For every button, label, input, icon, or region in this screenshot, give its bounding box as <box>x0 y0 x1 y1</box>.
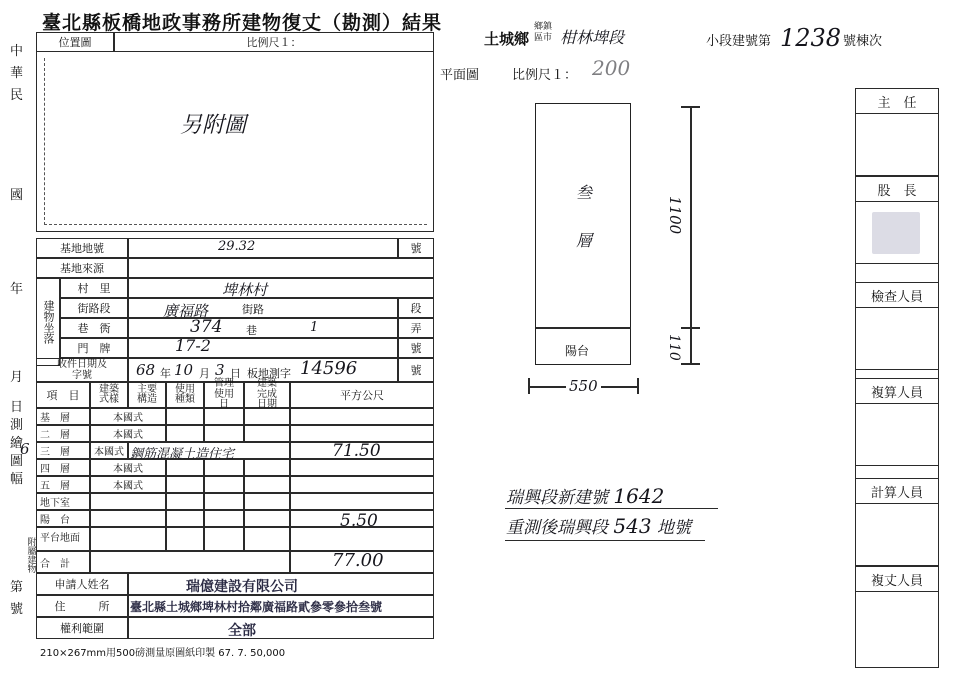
margin-label: 華 <box>10 66 24 81</box>
header-usage-text: 使用種類 <box>175 383 195 405</box>
lane-value: 374 <box>190 317 223 337</box>
page-title: 臺北縣板橋地政事務所建物復丈（勘測）結果 <box>42 12 443 34</box>
house-number-suffix: 號 <box>398 338 434 358</box>
header-structure-text: 主要構造 <box>137 383 157 405</box>
street-mid-label: 街路 <box>242 303 264 316</box>
land-number-value: 29.32 <box>218 239 256 254</box>
floor-row-mgmt <box>204 425 244 442</box>
floor-row-mgmt <box>204 408 244 425</box>
floor-row-style <box>90 551 290 573</box>
margin-label: 幅 <box>10 472 24 487</box>
plan-balcony-label: 陽台 <box>565 344 590 358</box>
floor-row-label: 五 層 <box>36 476 90 493</box>
floor-row-completion <box>244 510 290 527</box>
location-map-drawing-area <box>44 58 427 225</box>
plan-dimension-tick-left <box>528 378 530 394</box>
receipt-label-text: 收件日期及字號 <box>57 359 107 381</box>
rights-scope-value-cell <box>128 617 434 639</box>
plan-dimension-tick-bottom <box>681 363 700 365</box>
township-sub-line1: 鄉鎮 <box>534 22 553 32</box>
receipt-year-unit: 年 <box>160 367 171 380</box>
floor-row-style: 本國式 <box>90 442 128 459</box>
floor-row-area <box>290 527 434 551</box>
applicant-name-label: 申請人姓名 <box>36 573 128 595</box>
lane-alley-value: 1 <box>310 320 319 335</box>
floor-table-header-usage <box>166 382 204 408</box>
plan-scale-label: 比例尺１： <box>512 68 578 83</box>
floor-row-completion <box>244 408 290 425</box>
signature-field-計算人員[interactable] <box>855 504 939 566</box>
lane-value-cell <box>128 318 398 338</box>
margin-label: 圖 <box>10 454 24 469</box>
land-number-value-cell <box>128 238 398 258</box>
margin-label: 年 <box>10 282 24 297</box>
receipt-year: 68 <box>136 361 156 379</box>
floor-row-mgmt <box>204 493 244 510</box>
signature-label-檢查人員: 檢查人員 <box>855 282 939 308</box>
signature-field-主任[interactable] <box>855 114 939 176</box>
receipt-doc-number: 14596 <box>300 358 358 379</box>
receipt-day-unit: 日 <box>230 367 241 380</box>
street-value: 廣福路 <box>163 302 209 320</box>
township-sub-label <box>534 22 552 45</box>
note-underline-1 <box>505 508 718 509</box>
village-value: 埤林村 <box>222 281 268 299</box>
header-completion-text: 建築完成日期 <box>257 378 277 411</box>
header-mgmt-text: 管理使用日 <box>214 378 234 411</box>
receipt-month-unit: 月 <box>199 367 210 380</box>
land-source-label: 基地來源 <box>36 258 128 278</box>
building-location-label: 建物坐落 <box>36 278 60 366</box>
note-underline-2 <box>505 540 705 541</box>
margin-label: 繪 <box>10 436 24 451</box>
floor-row-style: 本國式 <box>90 459 166 476</box>
applicant-name-value: 瑞億建設有限公司 <box>186 579 298 595</box>
floor-row-completion <box>244 527 290 551</box>
location-map-header-left: 位置圖 <box>36 32 114 52</box>
house-number-value: 17-2 <box>175 336 211 355</box>
footer-note: 210×267mm用500磅測量原圖紙印製 67. 7. 50,000 <box>40 648 286 659</box>
land-number-unit: 號 <box>398 238 434 258</box>
floor-row-label: 二 層 <box>36 425 90 442</box>
receipt-month: 10 <box>174 361 194 379</box>
plan-label: 平面圖 <box>440 68 480 83</box>
note-line1-value: 1642 <box>613 484 665 508</box>
signature-stamp-股長 <box>872 212 920 254</box>
floor-row-style <box>90 493 166 510</box>
land-number-label: 基地地號 <box>36 238 128 258</box>
lane-mid-label: 巷 <box>246 324 257 337</box>
plan-room-label-2: 層 <box>576 231 593 250</box>
house-number-label: 門 牌 <box>60 338 128 358</box>
lane-label: 巷 衖 <box>60 318 128 338</box>
street-suffix: 段 <box>398 298 434 318</box>
margin-label: 第 <box>10 580 24 595</box>
signature-label-複丈人員: 複丈人員 <box>855 566 939 592</box>
village-label: 村 里 <box>60 278 128 298</box>
applicant-address-value: 臺北縣土城鄉埤林村拾鄰廣福路貳參零參拾叁號 <box>130 600 383 614</box>
plan-dimension-right-bottom-value: 110 <box>666 334 682 361</box>
plan-room-label-1: 叁 <box>576 183 593 202</box>
floor-total-area-value: 77.00 <box>332 550 384 571</box>
signature-field-複算人員[interactable] <box>855 404 939 466</box>
location-map-header-right: 比例尺１： <box>114 32 434 52</box>
floor-row-structure-value: 鋼筋混凝土造住宅 <box>130 447 235 462</box>
margin-label: 號 <box>10 602 24 617</box>
margin-label: 民 <box>10 88 24 103</box>
signature-label-複算人員: 複算人員 <box>855 378 939 404</box>
floor-row-area <box>290 459 434 476</box>
plan-dimension-tick-mid <box>681 327 700 329</box>
township-sub-line2: 區市 <box>534 33 553 44</box>
signature-label-股長: 股 長 <box>855 176 939 202</box>
floor-row-usage <box>166 493 204 510</box>
floor-row-area <box>290 408 434 425</box>
floor-row-mgmt <box>204 510 244 527</box>
street-label: 街路段 <box>60 298 128 318</box>
signature-label-計算人員: 計算人員 <box>855 478 939 504</box>
section-value: 柑林埤段 <box>560 28 625 47</box>
floor-row-label: 地下室 <box>36 493 90 510</box>
floor-row-mgmt <box>204 476 244 493</box>
floor-row-completion <box>244 493 290 510</box>
floor-row-label: 三 層 <box>36 442 90 459</box>
signature-label-主任: 主 任 <box>855 88 939 114</box>
margin-label: 國 <box>10 188 24 203</box>
floor-row-usage <box>166 510 204 527</box>
plan-dimension-tick-top <box>681 106 700 108</box>
signature-field-檢查人員[interactable] <box>855 308 939 370</box>
header-style-text: 建築式樣 <box>99 383 119 405</box>
margin-handwriting: 6 <box>20 440 30 458</box>
floor-row-area-value: 5.50 <box>340 511 378 531</box>
floor-row-style <box>90 510 166 527</box>
floor-row-style <box>90 527 166 551</box>
floor-row-label: 基 層 <box>36 408 90 425</box>
plan-balcony-divider <box>536 327 631 329</box>
floor-row-completion <box>244 459 290 476</box>
floor-row-completion <box>244 425 290 442</box>
floor-row-style: 本國式 <box>90 476 166 493</box>
rights-scope-value: 全部 <box>228 623 256 639</box>
floor-row-area-value: 71.50 <box>332 441 381 461</box>
plan-dimension-line-right <box>690 106 692 364</box>
floor-row-usage <box>166 476 204 493</box>
note-new-building-number <box>506 483 664 508</box>
building-number-value: 1238 <box>780 24 842 52</box>
floor-row-label: 四 層 <box>36 459 90 476</box>
township-label: 土城鄉 <box>484 30 530 48</box>
note-line2-suffix: 地號 <box>657 518 691 538</box>
附屬建物-label: 附屬建物 <box>25 537 36 573</box>
floor-row-usage <box>166 459 204 476</box>
land-source-value-cell <box>128 258 434 278</box>
receipt-label <box>36 358 128 382</box>
floor-row-label: 陽 台 <box>36 510 90 527</box>
plan-scale-value: 200 <box>592 56 631 80</box>
floor-row-label: 平台地面 <box>36 527 90 551</box>
margin-label: 測 <box>10 418 24 433</box>
receipt-day: 3 <box>215 361 225 379</box>
floor-row-style: 本國式 <box>90 408 166 425</box>
floor-row-usage <box>166 425 204 442</box>
lane-suffix: 弄 <box>398 318 434 338</box>
floor-row-mgmt <box>204 527 244 551</box>
note-resurvey-lot-number <box>506 513 691 538</box>
village-value-cell <box>128 278 434 298</box>
note-line2-prefix: 重測後瑞興段 <box>506 518 608 538</box>
note-line2-value: 543 <box>613 514 652 538</box>
building-number-suffix: 號棟次 <box>843 34 883 49</box>
note-line1-prefix: 瑞興段新建號 <box>506 488 608 508</box>
floor-row-completion <box>244 476 290 493</box>
rights-scope-label: 權利範圍 <box>36 617 128 639</box>
margin-label: 日 <box>10 400 24 415</box>
floor-row-usage <box>166 527 204 551</box>
plan-dimension-bottom-value: 550 <box>566 377 601 395</box>
applicant-address-label: 住 所 <box>36 595 128 617</box>
floor-row-label: 合 計 <box>36 551 90 573</box>
signature-field-複丈人員[interactable] <box>855 592 939 668</box>
floor-row-area <box>290 425 434 442</box>
plan-dimension-right-top-value: 1100 <box>666 196 684 235</box>
floor-row-area <box>290 493 434 510</box>
subsection-label: 小段建號第 <box>706 34 772 49</box>
floor-table-header-style <box>90 382 128 408</box>
receipt-doc-word: 板地測字 <box>247 367 291 380</box>
house-number-value-cell <box>128 338 398 358</box>
floor-table-header-mgmt <box>204 378 244 411</box>
floor-row-mgmt <box>204 459 244 476</box>
floor-row-area <box>290 476 434 493</box>
receipt-number-unit: 號 <box>398 358 434 382</box>
plan-dimension-tick-right <box>637 378 639 394</box>
margin-label: 中 <box>10 44 24 59</box>
location-map-handwritten-note: 另附圖 <box>180 113 247 138</box>
floor-table-header-structure <box>128 382 166 408</box>
floor-table-header-completion <box>244 378 290 411</box>
floor-row-usage <box>166 408 204 425</box>
margin-label: 月 <box>10 370 24 385</box>
floor-table-header-item: 項 目 <box>36 382 90 408</box>
floor-table-header-area: 平方公尺 <box>290 382 434 408</box>
floor-row-style: 本國式 <box>90 425 166 442</box>
